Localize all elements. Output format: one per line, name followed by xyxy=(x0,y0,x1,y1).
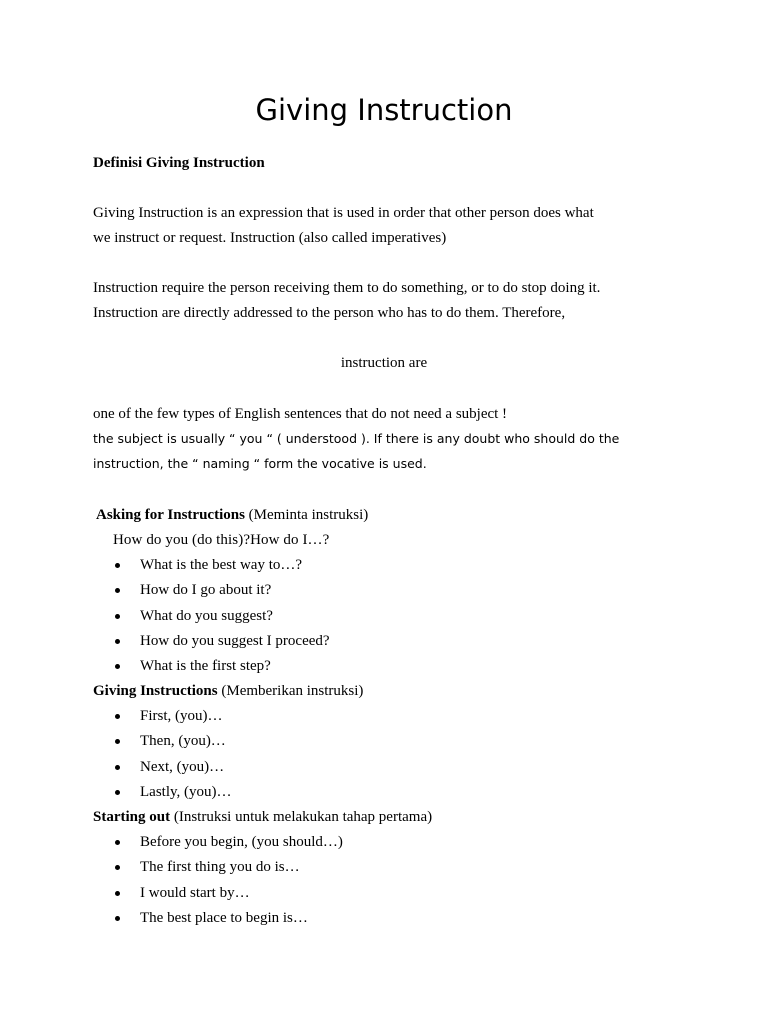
bullet-icon xyxy=(115,891,120,896)
list-item-text: What is the best way to…? xyxy=(140,557,303,573)
list-item xyxy=(114,555,330,580)
bullet-icon xyxy=(115,739,120,744)
list-item xyxy=(114,706,232,731)
asking-heading xyxy=(96,505,368,525)
list-item xyxy=(114,832,343,857)
bullet-icon xyxy=(115,614,120,619)
giving-heading xyxy=(93,681,363,701)
asking-heading-bold: Asking for Instructions xyxy=(96,507,245,523)
centered-line: instruction are xyxy=(340,355,428,371)
paragraph-3: one of the few types of English sentences that do not need a subject ! xyxy=(93,406,508,422)
list-item-text: I would start by… xyxy=(140,884,250,901)
bullet-icon xyxy=(115,714,120,719)
asking-heading-note: (Meminta instruksi) xyxy=(244,507,369,523)
bullet-icon xyxy=(115,840,120,845)
bullet-icon xyxy=(115,563,120,568)
giving-heading-bold: Giving Instructions xyxy=(93,683,218,699)
list-item-text: What is the first step? xyxy=(140,658,271,675)
list-item xyxy=(114,731,232,756)
list-item xyxy=(114,908,343,933)
list-item xyxy=(114,883,343,908)
list-item-text: How do you suggest I proceed? xyxy=(140,632,330,649)
bullet-icon xyxy=(115,865,120,870)
list-item-text: How do I go about it? xyxy=(140,582,272,599)
paragraph-4-line-1: the subject is usually “ you “ ( understood ). If there is any doubt who should do the xyxy=(93,431,620,446)
list-item xyxy=(114,580,330,605)
asking-intro: How do you (do this)?How do I…? xyxy=(113,532,330,548)
definition-heading: Definisi Giving Instruction xyxy=(93,155,265,171)
list-item-text: The best place to begin is… xyxy=(140,909,308,926)
list-item-text: Next, (you)… xyxy=(140,758,225,775)
list-item-text: The first thing you do is… xyxy=(140,859,300,876)
bullet-icon xyxy=(115,765,120,770)
bullet-icon xyxy=(115,639,120,644)
starting-list xyxy=(114,832,343,933)
giving-list xyxy=(114,706,232,807)
bullet-icon xyxy=(115,790,120,795)
starting-heading xyxy=(93,807,432,827)
bullet-icon xyxy=(115,916,120,921)
list-item xyxy=(114,857,343,882)
list-item-text: First, (you)… xyxy=(140,708,223,724)
list-item-text: Lastly, (you)… xyxy=(140,783,232,800)
list-item-text: Then, (you)… xyxy=(140,733,226,750)
bullet-icon xyxy=(115,588,120,593)
paragraph-2-line-1: Instruction require the person receiving them to do something, or to do stop doing it. xyxy=(93,280,601,296)
list-item-text: What do you suggest? xyxy=(140,607,273,624)
starting-heading-note: (Instruksi untuk melakukan tahap pertama) xyxy=(170,809,433,825)
starting-heading-bold: Starting out xyxy=(93,809,171,825)
list-item-text: Before you begin, (you should…) xyxy=(140,834,343,850)
asking-list xyxy=(114,555,330,681)
paragraph-1-line-2: we instruct or request. Instruction (also called imperatives) xyxy=(93,230,447,246)
paragraph-1-line-1: Giving Instruction is an expression that is used in order that other person does what xyxy=(93,205,594,221)
list-item xyxy=(114,782,232,807)
list-item xyxy=(114,656,330,681)
bullet-icon xyxy=(115,664,120,669)
paragraph-4-line-2: instruction, the “ naming “ form the vocative is used. xyxy=(93,456,427,471)
list-item xyxy=(114,606,330,631)
page-title: Giving Instruction xyxy=(255,93,513,127)
giving-heading-note: (Memberikan instruksi) xyxy=(217,683,364,699)
list-item xyxy=(114,631,330,656)
paragraph-2-line-2: Instruction are directly addressed to the person who has to do them. Therefore, xyxy=(93,305,566,321)
list-item xyxy=(114,757,232,782)
